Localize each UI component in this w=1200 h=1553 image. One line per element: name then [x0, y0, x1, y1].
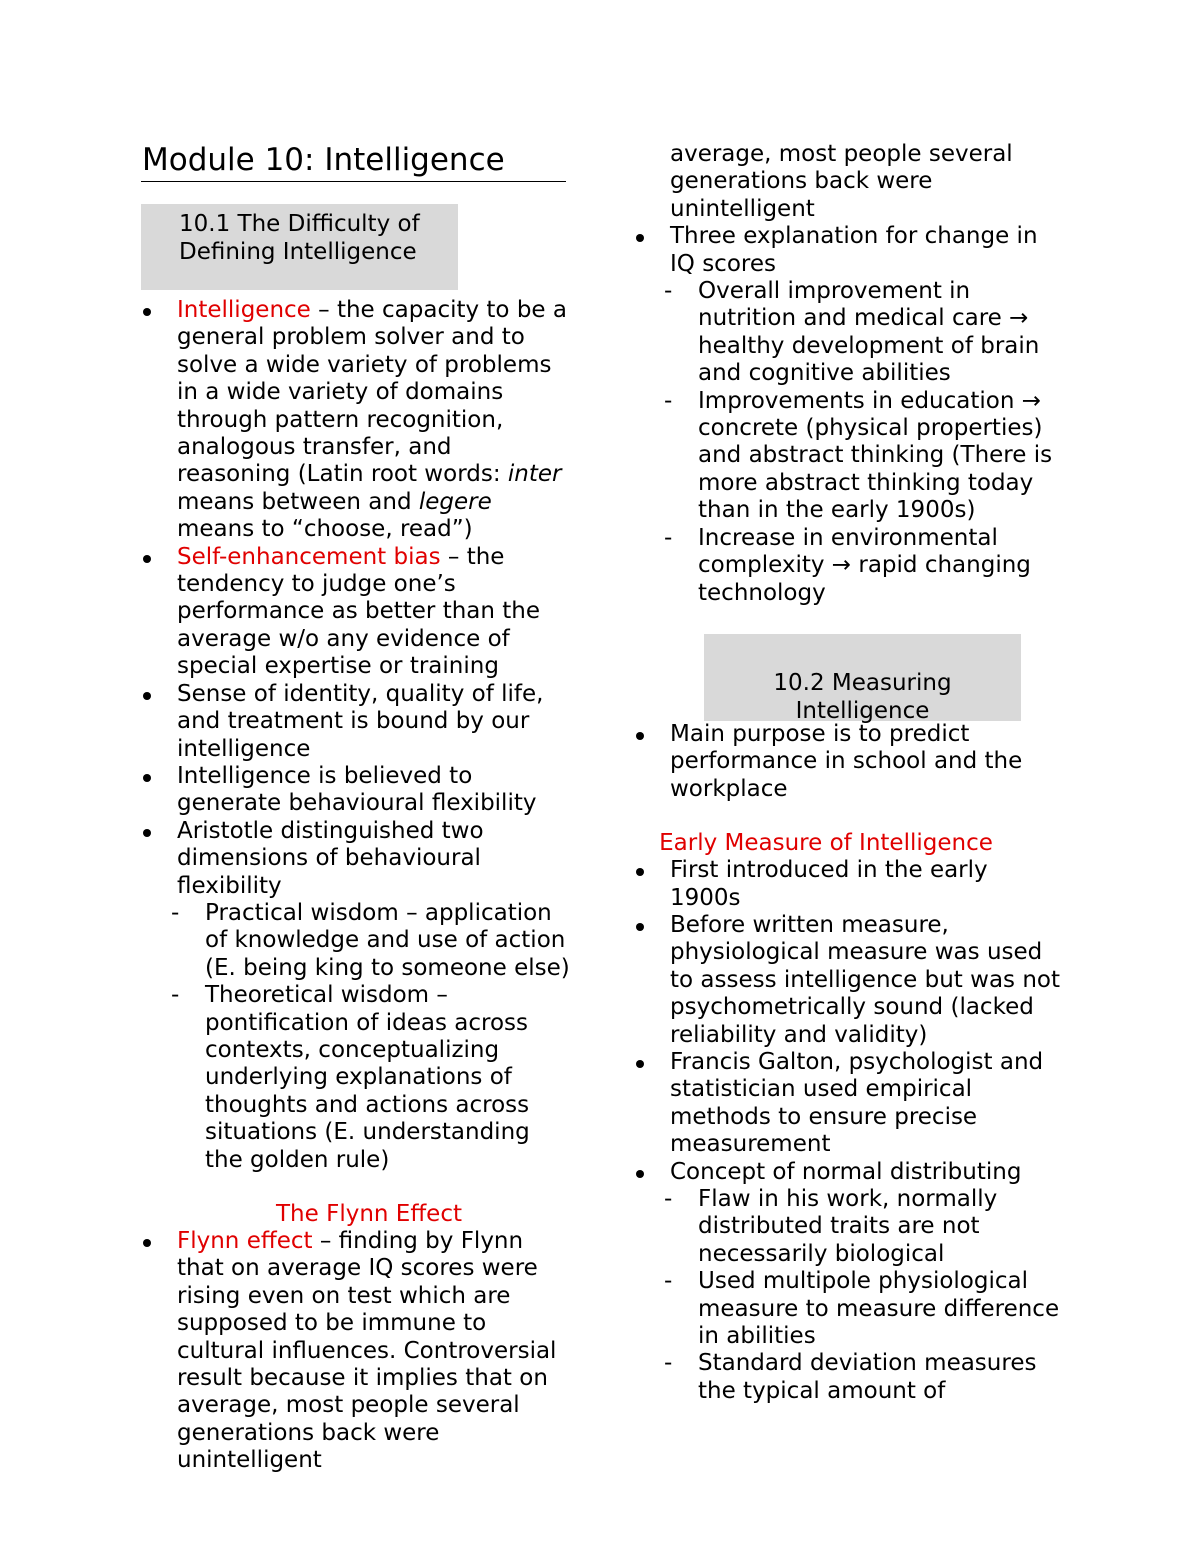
dash-icon: - — [664, 278, 673, 305]
list-item — [634, 223, 1064, 607]
sub-list-item-text: Theoretical wisdom – pontification of ideas across contexts, conceptualizing underlying explanations of thoughts and actions across situations (E. understanding the golden rule) — [205, 982, 530, 1173]
sub-list-item-text: Practical wisdom – application of knowledge and use of action (E. being king to someone else) — [205, 899, 570, 981]
list-item — [141, 763, 571, 818]
list-item — [634, 721, 1064, 803]
sub-list — [664, 1186, 1064, 1405]
list-item — [634, 1049, 1064, 1159]
purpose-list — [634, 721, 1064, 803]
list-item — [141, 818, 571, 1174]
flynn-list — [141, 1228, 571, 1474]
list-item-text: Aristotle distinguished two dimensions of behavioural flexibility — [177, 817, 484, 899]
list-item-text: First introduced in the early 1900s — [670, 857, 988, 911]
latin-word-legere: legere — [418, 488, 492, 515]
sub-list-item — [664, 1186, 1064, 1268]
sub-list-item — [664, 524, 1064, 607]
section-heading-10-1: 10.1 The Difficulty of Defining Intelligence — [141, 204, 458, 290]
dash-icon: - — [171, 899, 180, 926]
early-measure-list — [634, 857, 1064, 1405]
definition-text: – the capacity to be a general problem solver and to solve a wide variety of problems in a wide variety of domains through pattern recognition, analogous transfer, and reasoning (Latin root words: — [177, 297, 567, 488]
term-intelligence: Intelligence — [177, 297, 311, 323]
sub-list-item — [664, 387, 1064, 525]
left-column — [141, 141, 571, 1474]
term-flynn-effect: Flynn effect — [177, 1228, 313, 1254]
section-heading-10-2: 10.2 Measuring Intelligence — [704, 634, 1021, 721]
list-item — [141, 681, 571, 763]
list-item — [634, 1159, 1064, 1406]
list-item-text: Intelligence is believed to generate behavioural flexibility — [177, 762, 537, 817]
list-item-text: Concept of normal distributing — [670, 1158, 1022, 1185]
list-item — [141, 297, 571, 544]
term-self-enhancement-bias: Self-enhancement bias — [177, 543, 441, 570]
list-item-text: Francis Galton, psychologist and statistician used empirical methods to ensure precise measurement — [670, 1048, 1044, 1158]
definition-text: – the tendency to judge one’s performance as better than the average w/o any evidence of special expertise or training — [177, 543, 541, 680]
list-item — [141, 544, 571, 681]
list-item-text: Main purpose is to predict performance in school and the workplace — [670, 720, 1023, 802]
subheading-flynn-effect: The Flynn Effect — [276, 1201, 462, 1227]
latin-word-inter: inter — [507, 461, 562, 488]
sub-list-item-text: Standard deviation measures the typical amount of — [698, 1350, 1037, 1404]
sub-list-item-text: Overall improvement in nutrition and medical care → healthy development of brain and cognitive abilities — [698, 278, 1040, 387]
dash-icon: - — [664, 1186, 673, 1212]
sub-list-item — [664, 278, 1064, 388]
page-title: Module 10: Intelligence — [141, 141, 566, 182]
definitions-list — [141, 297, 571, 1174]
list-item — [634, 912, 1064, 1049]
sub-list — [171, 899, 571, 1174]
definition-text: means to “choose, read”) — [177, 516, 473, 543]
dash-icon: - — [664, 387, 673, 414]
list-item-text: Three explanation for change in IQ scores — [670, 223, 1038, 277]
sub-list-item — [664, 1268, 1064, 1350]
continued-text: average, most people several generations back were unintelligent — [670, 141, 1013, 222]
definition-text: – finding by Flynn that on average IQ scores were rising even on test which are supposed to be immune to cultural influences. Controversial result because it implies that on average, most people several generations back were unintelligent — [177, 1228, 557, 1474]
sub-list-item — [171, 899, 571, 982]
sub-list-item-text: Improvements in education → concrete (physical properties) and abstract thinking (There is more abstract thinking today than in the early 1900s) — [698, 387, 1053, 524]
sub-list-item-text: Flaw in his work, normally distributed traits are not necessarily biological — [698, 1186, 998, 1267]
sub-list — [664, 278, 1064, 607]
sub-list-item-text: Used multipole physiological measure to measure difference in abilities — [698, 1268, 1060, 1350]
dash-icon: - — [664, 524, 673, 551]
list-item — [141, 1228, 571, 1474]
sub-list-item — [664, 1350, 1064, 1405]
list-item — [634, 857, 1064, 912]
definition-text: means between and — [177, 488, 419, 515]
dash-icon: - — [664, 1350, 673, 1377]
explanations-list — [634, 223, 1064, 607]
list-item-text: Sense of identity, quality of life, and treatment is bound by our intelligence — [177, 680, 544, 762]
dash-icon: - — [664, 1268, 673, 1295]
spacer — [634, 607, 1064, 634]
right-column — [634, 141, 1064, 1405]
dash-icon: - — [171, 982, 180, 1009]
list-item-text: Before written measure, physiological measure was used to assess intelligence but was not psychometrically sound (lacked reliability and validity) — [670, 911, 1061, 1048]
sub-list-item — [171, 982, 571, 1174]
subheading-early-measure: Early Measure of Intelligence — [659, 830, 993, 857]
sub-list-item-text: Increase in environmental complexity → rapid changing technology — [698, 524, 1031, 606]
